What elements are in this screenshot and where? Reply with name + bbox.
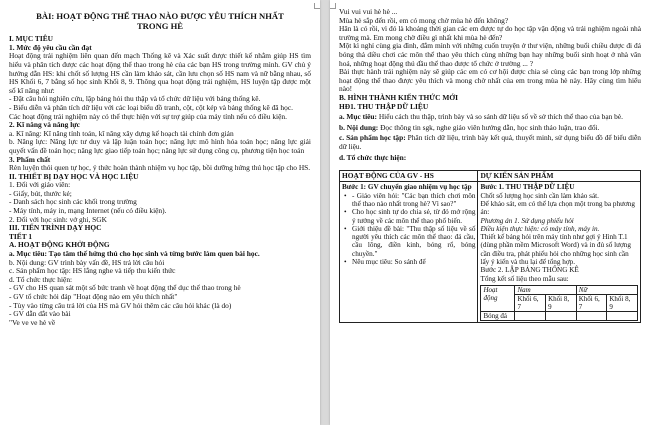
text-product: Phân tích dữ liệu, trình bày kết quả, thuyết minh, sử dụng biểu đồ để biểu diễn dữ liệu. bbox=[339, 133, 641, 151]
summary-header-female: Nữ bbox=[576, 285, 637, 294]
section-heading: B. HÌNH THÀNH KIẾN THỨC MỚI bbox=[339, 92, 458, 102]
list-item: • - Giáo viên hỏi: "Các bạn thích chơi môn thể thao nào nhất trong hè? Vì sao?" bbox=[352, 192, 475, 209]
page-corner-mark bbox=[330, 3, 336, 9]
paragraph: c. Sản phẩm học tập: HS lắng nghe và tiếp thu kiến thức bbox=[9, 266, 176, 276]
section-heading: TIẾT 1 bbox=[9, 231, 33, 241]
section-heading: A. HOẠT ĐỘNG KHỞI ĐỘNG bbox=[9, 240, 110, 250]
summary-header-grade: Khối 6, 7 bbox=[576, 294, 607, 311]
paragraph: d. Tổ chức thực hiện: bbox=[9, 274, 73, 284]
paragraph: Điều kiện thực hiện: có máy tính, máy in. bbox=[480, 224, 600, 233]
summary-table bbox=[480, 285, 638, 321]
text-objective: Hiểu cách thu thập, trình bày và so sánh dữ liệu số về sở thích thể thao của bạn bè. bbox=[376, 112, 623, 122]
table-header-product: DỰ KIẾN SẢN PHẨM bbox=[478, 171, 641, 182]
list-item: • Nêu mục tiêu: So sánh để bbox=[352, 258, 475, 266]
paragraph: b. Nội dung: GV trình bày vấn đề, HS trả lời câu hỏi bbox=[9, 257, 165, 267]
label-product: c. Sản phẩm học tập: bbox=[339, 133, 406, 143]
summary-header-grade: Khối 8, 9 bbox=[607, 294, 638, 311]
paragraph: - Danh sách học sinh các khối trong trường bbox=[9, 197, 137, 207]
activity-table bbox=[339, 170, 641, 323]
paragraph: Tổng kết số liệu theo mẫu sau: bbox=[480, 274, 569, 283]
summary-header-grade: Khối 8, 9 bbox=[546, 294, 577, 311]
paragraph: Rèn luyện thói quen tự học, ý thức hoàn thành nhiệm vụ học tập, bồi dưỡng hứng thú học tập cho HS. bbox=[9, 163, 311, 173]
paragraph: b. Năng lực: Năng lực tư duy và lập luận toán học; năng lực mô hình hóa toán học; năng lực giải quyết vấn đề toán học; năng lực giao tiếp toán học; năng lực sử dụng công cụ, phương tiện học toán bbox=[9, 137, 311, 155]
paragraph: Một kì nghỉ cùng gia đình, đắm mình với những cuốn truyện ở thư viện, những buổi chiều được đi đá bóng thả diều chơi các môn thể thao yêu thích cùng những bạn hay những buổi sinh hoạt ở nhà văn hoá, những hoạt động thú đầu thể thao được tổ chức ở trường ... ? bbox=[339, 41, 641, 68]
subsection-heading: 2. Kĩ năng và năng lực bbox=[9, 120, 80, 130]
step-list bbox=[342, 192, 475, 267]
activity-cell bbox=[340, 182, 478, 323]
paragraph: - GV tổ chức hỏi đáp "Hoạt động nào em yêu thích nhất" bbox=[9, 292, 178, 301]
list-item: • Cho học sinh tự do chia sẻ, từ đó mở rộng ý tưởng về các môn thể thao phổ biến. bbox=[352, 208, 475, 225]
paragraph: a. Mục tiêu: Tạo tâm thế hứng thú cho học sinh và từng bước làm quen bài học. bbox=[9, 249, 260, 259]
paragraph: Chốt số lượng học sinh cần làm khảo sát. bbox=[480, 191, 599, 200]
paragraph: a. Kĩ năng: Kĩ năng tính toán, kĩ năng xây dựng kế hoạch tài chính đơn giản bbox=[9, 128, 234, 138]
summary-cell bbox=[546, 311, 577, 320]
label-organization: d. Tổ chức thực hiện: bbox=[339, 152, 407, 162]
section-heading: II. THIẾT BỊ DẠY HỌC VÀ HỌC LIỆU bbox=[9, 171, 139, 181]
page-corner-mark bbox=[314, 3, 320, 9]
summary-cell bbox=[515, 311, 546, 320]
paragraph: Hãn là có rồi, vì đó là khoảng thời gian các em được tự do học tập vận động và trải nghiệm ngoài nhà trường mà. Em mong chờ điều gì nhất khi mùa hè đến? bbox=[339, 24, 641, 42]
product-cell bbox=[478, 182, 641, 323]
paragraph: - Giấy, bút, thước kẻ; bbox=[9, 188, 72, 198]
text-content: Đọc thông tin sgk, nghe giáo viên hướng dẫn, học sinh thảo luận, trao đổi. bbox=[378, 122, 600, 132]
section-heading: III. TIẾN TRÌNH DẠY HỌC bbox=[9, 223, 102, 233]
paragraph: - Máy tính, máy in, mạng Internet (nếu có điều kiện). bbox=[9, 206, 167, 216]
paragraph: - Tùy vào từng câu trả lời của HS mà GV hỏi thêm các câu hỏi khác (là do) bbox=[9, 300, 232, 310]
paragraph: 2. Đối với học sinh: vở ghi, SGK bbox=[9, 214, 107, 224]
lesson-title: BÀI: HOẠT ĐỘNG THỂ THAO NÀO ĐƯỢC YÊU THÍCH NHẤT TRONG HÈ bbox=[36, 11, 284, 31]
paragraph: Hoạt động trải nghiệm liên quan đến mạch Thống kê và Xác suất được thiết kế nhằm giúp HS tìm hiểu và phân tích được các hoạt động thể thao trong hè của các bạn HS trong trường mình. GV chủ ý hướng dẫn HS: khi chốt số lượng HS cần làm khảo sát, cần lưu chọn số HS nam và nữ bằng nhau, số HS Khối 6, 7 bằng số học sinh Khối 8, 9. Thông qua hoạt động trải nghiệm, HS luyện tập được một số kĩ năng như: bbox=[9, 51, 311, 95]
paragraph: "Ve ve ve hè về bbox=[9, 317, 56, 327]
summary-row-label: Bóng đá bbox=[481, 311, 515, 320]
paragraph: Bài thực hành trải nghiệm này sẽ giúp các em có cơ hội được chia sẻ cùng các bạn trong lớp những hoạt động thể thao được yêu thích và mong chờ nhất của em trong mùa hè này. Hãy cùng tìm hiểu nào! bbox=[339, 67, 641, 94]
paragraph bbox=[339, 113, 641, 122]
page-left bbox=[0, 0, 320, 425]
paragraph: - Biểu diễn và phân tích dữ liệu với các loại biểu đồ tranh, cột, cột kép và bảng thống kê đã học. bbox=[9, 102, 293, 112]
paragraph: Bước 2. LẬP BẢNG THỐNG KÊ bbox=[480, 266, 579, 275]
list-item: • Giới thiệu đề bài: "Thu thập số liệu về số người yêu thích các môn thể thao: đá cầu, cầu lông, điền kinh, bóng rổ, bóng chuyền." bbox=[352, 225, 475, 258]
paragraph bbox=[339, 134, 641, 151]
step-heading: Bước 1: GV chuyển giao nhiệm vụ học tập bbox=[342, 183, 472, 192]
paragraph: Vui vui vui hè hè ... bbox=[339, 7, 398, 16]
summary-header-activity: Hoạt động bbox=[481, 285, 515, 311]
step-heading: Bước 1. THU THẬP DỮ LIỆU bbox=[480, 183, 575, 192]
table-header-activity: HOẠT ĐỘNG CỦA GV - HS bbox=[340, 171, 478, 182]
label-objective: a. Mục tiêu: bbox=[339, 112, 377, 122]
paragraph: Phương án 1. Sử dụng phiếu hỏi bbox=[480, 216, 574, 225]
paragraph: - GV cho HS quan sát một số bức tranh về hoạt động thể dục thể thao trong hè bbox=[9, 283, 241, 293]
summary-header-male: Nam bbox=[515, 285, 576, 294]
subsection-heading: 3. Phẩm chất bbox=[9, 154, 51, 164]
paragraph: Để khảo sát, em có thể lựa chọn một trong ba phương án: bbox=[480, 199, 635, 217]
page-right bbox=[330, 0, 650, 425]
paragraph bbox=[339, 124, 641, 133]
label-content: b. Nội dung: bbox=[339, 122, 379, 132]
summary-header-grade: Khối 6, 7 bbox=[515, 294, 546, 311]
paragraph: - GV dẫn dắt vào bài bbox=[9, 309, 71, 319]
paragraph: Mùa hè sắp đến rồi, em có mong chờ mùa hè đến không? bbox=[339, 15, 509, 25]
subsection-heading: 1. Mức độ yêu cầu cần đạt bbox=[9, 42, 92, 52]
summary-cell bbox=[607, 311, 638, 320]
paragraph: Các hoạt động trải nghiệm này có thể thực hiện với sự trợ giúp của máy tính nếu có điều kiện. bbox=[9, 111, 287, 121]
section-heading: HĐ1. THU THẬP DỮ LIỆU bbox=[339, 101, 429, 111]
paragraph: Thiết kế bảng hỏi trên máy tính như gợi ý Hình T.1 (dùng phần mềm Microsoft Word) và in đủ số lượng cần điều tra, phát phiếu hỏi cho những học sinh cần lấy ý kiến và thu lại để tổng hợp. bbox=[480, 233, 631, 267]
summary-cell bbox=[576, 311, 607, 320]
paragraph: 1. Đối với giáo viên: bbox=[9, 180, 71, 190]
paragraph: - Đặt câu hỏi nghiên cứu, lập bảng hỏi thu thập và tổ chức dữ liệu với bảng thống kê. bbox=[9, 94, 261, 104]
section-heading: I. MỤC TIÊU bbox=[9, 34, 54, 44]
